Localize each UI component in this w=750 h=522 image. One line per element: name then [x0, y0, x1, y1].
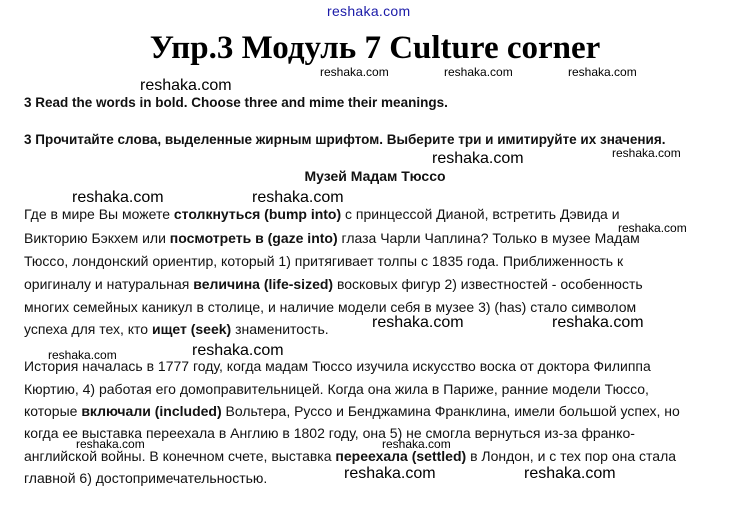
paragraph-1-line-5: многих семейных каникул в столице, и наличие модели себя в музее 3) (has) стало символом	[24, 299, 637, 315]
watermark: reshaka.com	[612, 146, 681, 160]
watermark: reshaka.com	[72, 189, 164, 206]
watermark: reshaka.com	[252, 189, 344, 206]
watermark: reshaka.com	[192, 342, 284, 359]
page-title: Упр.3 Модуль 7 Culture corner	[149, 30, 601, 66]
watermark: reshaka.com	[432, 150, 524, 167]
paragraph-2-line-1: История началась в 1777 году, когда мадам Тюссо изучила искусство воска от доктора Филиппа	[24, 358, 651, 374]
task-english: 3 Read the words in bold. Choose three and mime their meanings.	[24, 95, 448, 110]
watermark: reshaka.com	[552, 314, 644, 331]
watermark: reshaka.com	[327, 3, 411, 19]
paragraph-1-line-2: Викторию Бэкхем или посмотреть в (gaze into) глаза Чарли Чаплина? Только в музее Мадам	[24, 230, 640, 246]
watermark: reshaka.com	[444, 65, 513, 79]
watermark: reshaka.com	[140, 77, 232, 94]
paragraph-2-line-5: английской войны. В конечном счете, выставка переехала (settled) в Лондон, и с тех пор она стала	[24, 448, 677, 464]
watermark: reshaka.com	[344, 465, 436, 482]
watermark: reshaka.com	[48, 348, 117, 362]
paragraph-1-line-3: Тюссо, лондонский ориентир, который 1) притягивает толпы с 1835 года. Приближенность к	[24, 253, 624, 269]
text-title: Музей Мадам Тюссо	[304, 168, 446, 184]
watermark: reshaka.com	[76, 437, 145, 451]
paragraph-2-line-4: когда ее выставка переехала в Англию в 1802 году, она 5) не смогла вернуться из-за франко-	[24, 425, 635, 441]
watermark: reshaka.com	[320, 65, 389, 79]
paragraph-2-line-3: которые включали (included) Вольтера, Руссо и Бенджамина Франклина, имели большой успех, но	[24, 403, 680, 419]
task-russian: 3 Прочитайте слова, выделенные жирным шрифтом. Выберите три и имитируйте их значения.	[24, 132, 666, 147]
paragraph-2-line-6: главной 6) достопримечательностью.	[24, 470, 268, 486]
watermark: reshaka.com	[524, 465, 616, 482]
watermark: reshaka.com	[568, 65, 637, 79]
watermark: reshaka.com	[382, 437, 451, 451]
paragraph-1-line-4: оригиналу и натуральная величина (life-sized) восковых фигур 2) известностей - особенность	[24, 276, 643, 292]
paragraph-1-line-1: Где в мире Вы можете столкнуться (bump into) с принцессой Дианой, встретить Дэвида и	[24, 206, 620, 222]
paragraph-1-line-6: успеха для тех, кто ищет (seek) знаменитость.	[24, 321, 329, 337]
watermark: reshaka.com	[372, 314, 464, 331]
watermark: reshaka.com	[618, 221, 687, 235]
paragraph-2-line-2: Кюртию, 4) работая его домоправительницей. Когда она жила в Париже, ранние модели Тюссо,	[24, 381, 649, 397]
